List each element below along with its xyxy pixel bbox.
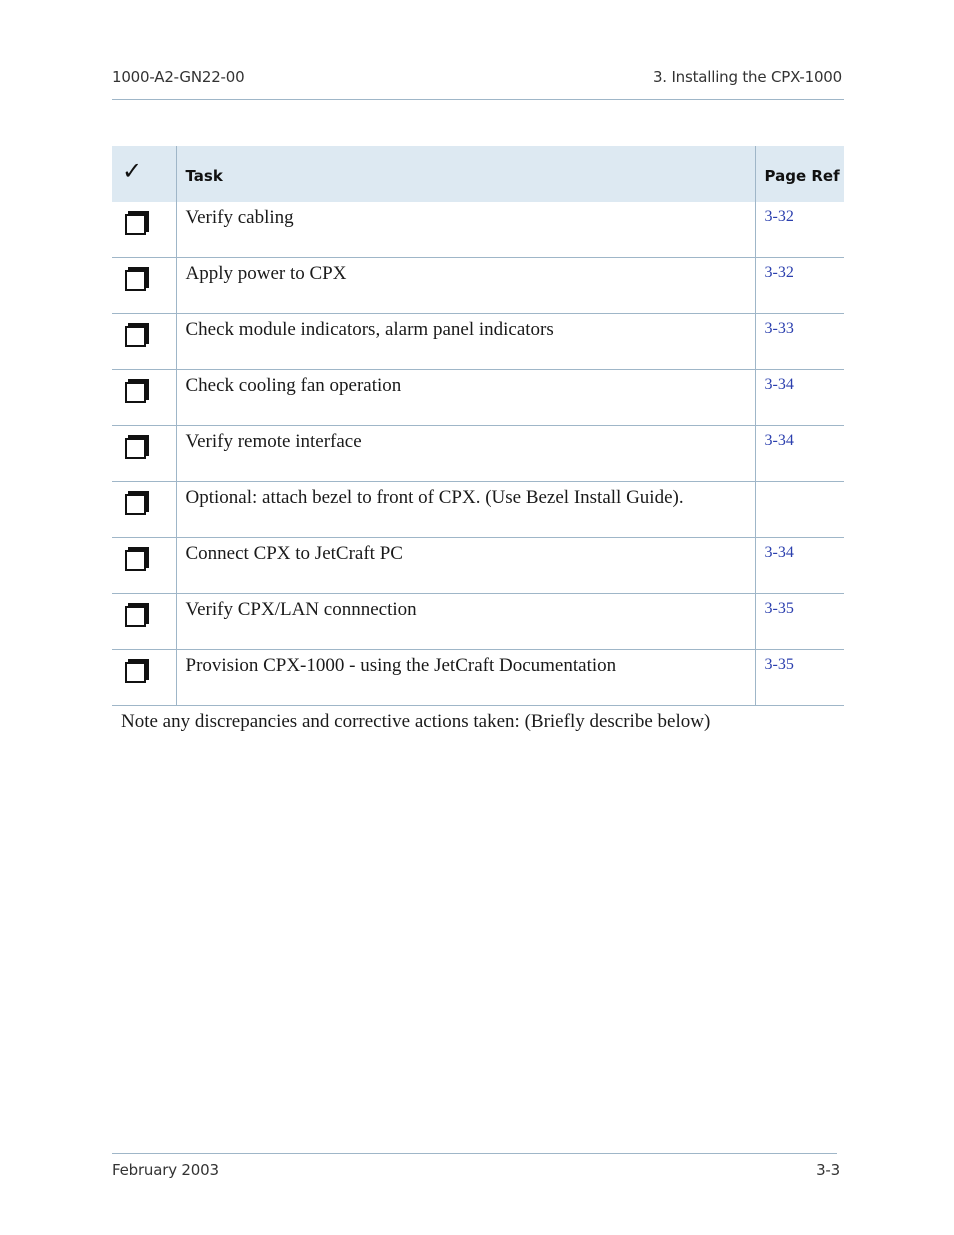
checkbox-icon[interactable] <box>125 323 147 345</box>
page-ref-link[interactable]: 3-32 <box>764 264 794 281</box>
checkbox-face <box>125 326 146 347</box>
checkbox-cell <box>112 538 176 594</box>
checkbox-cell <box>112 314 176 370</box>
page-ref-cell <box>755 370 844 426</box>
checkmark-icon: ✓ <box>122 157 143 185</box>
section-title: 3. Installing the CPX-1000 <box>652 68 842 86</box>
checkbox-cell <box>112 482 176 538</box>
task-column-label: Task <box>185 167 223 185</box>
discrepancy-note: Note any discrepancies and corrective actions taken: (Briefly describe below) <box>121 711 711 732</box>
page-ref-cell <box>755 650 844 706</box>
checkbox-cell <box>112 594 176 650</box>
page-ref-cell <box>755 426 844 482</box>
page-ref-cell <box>755 538 844 594</box>
checkbox-face <box>125 438 146 459</box>
publication-date: February 2003 <box>112 1161 219 1179</box>
task-cell <box>176 426 755 482</box>
table-row <box>112 314 844 370</box>
checkbox-face <box>125 662 146 683</box>
page-ref-link[interactable]: 3-32 <box>764 208 794 225</box>
task-cell <box>176 258 755 314</box>
checkbox-icon[interactable] <box>125 379 147 401</box>
task-text: Verify remote interface <box>185 431 362 452</box>
table-row <box>112 202 844 258</box>
task-text: Verify cabling <box>185 207 294 228</box>
installation-checklist-table <box>112 146 844 706</box>
page-ref-link[interactable]: 3-34 <box>764 376 794 393</box>
table-row <box>112 426 844 482</box>
checkbox-icon[interactable] <box>125 491 147 513</box>
checkbox-cell <box>112 426 176 482</box>
checkbox-icon[interactable] <box>125 267 147 289</box>
page-ref-link[interactable]: 3-35 <box>764 656 794 673</box>
checkbox-icon[interactable] <box>125 547 147 569</box>
task-cell <box>176 370 755 426</box>
checkbox-cell <box>112 370 176 426</box>
table-row <box>112 370 844 426</box>
table-row <box>112 594 844 650</box>
header-divider <box>112 99 844 100</box>
checkbox-face <box>125 606 146 627</box>
document-number: 1000-A2-GN22-00 <box>112 68 245 86</box>
table-row <box>112 650 844 706</box>
task-cell <box>176 314 755 370</box>
page-ref-column-header <box>755 146 844 202</box>
table-row <box>112 258 844 314</box>
check-column-header <box>112 146 176 202</box>
checkbox-face <box>125 382 146 403</box>
page-ref-cell <box>755 594 844 650</box>
page-ref-column-label: Page Ref <box>764 167 840 185</box>
checkbox-face <box>125 214 146 235</box>
task-text: Connect CPX to JetCraft PC <box>185 543 403 564</box>
page-ref-cell <box>755 258 844 314</box>
checklist-body <box>112 202 844 706</box>
page-ref-link[interactable]: 3-34 <box>764 544 794 561</box>
page-ref-link[interactable]: 3-34 <box>764 432 794 449</box>
checkbox-cell <box>112 202 176 258</box>
task-text: Optional: attach bezel to front of CPX. (Use Bezel Install Guide). <box>185 487 684 508</box>
task-text: Provision CPX-1000 - using the JetCraft Documentation <box>185 655 617 676</box>
task-column-header <box>176 146 755 202</box>
checkbox-face <box>125 550 146 571</box>
page-ref-cell <box>755 314 844 370</box>
table-row <box>112 538 844 594</box>
page-ref-cell <box>755 202 844 258</box>
task-cell <box>176 650 755 706</box>
task-cell <box>176 538 755 594</box>
task-text: Apply power to CPX <box>185 263 347 284</box>
task-text: Verify CPX/LAN connnection <box>185 599 417 620</box>
table-row <box>112 482 844 538</box>
page-ref-cell <box>755 482 844 538</box>
task-cell <box>176 202 755 258</box>
table-header-row <box>112 146 844 202</box>
task-text: Check cooling fan operation <box>185 375 402 396</box>
checkbox-icon[interactable] <box>125 659 147 681</box>
checkbox-cell <box>112 650 176 706</box>
page-ref-link[interactable]: 3-33 <box>764 320 794 337</box>
checkbox-icon[interactable] <box>125 603 147 625</box>
checkbox-face <box>125 494 146 515</box>
checkbox-face <box>125 270 146 291</box>
page-number: 3-3 <box>816 1161 840 1179</box>
footer-divider <box>112 1153 837 1154</box>
task-text: Check module indicators, alarm panel indicators <box>185 319 554 340</box>
checkbox-icon[interactable] <box>125 435 147 457</box>
checkbox-cell <box>112 258 176 314</box>
task-cell <box>176 594 755 650</box>
task-cell <box>176 482 755 538</box>
checkbox-icon[interactable] <box>125 211 147 233</box>
page-ref-link[interactable]: 3-35 <box>764 600 794 617</box>
